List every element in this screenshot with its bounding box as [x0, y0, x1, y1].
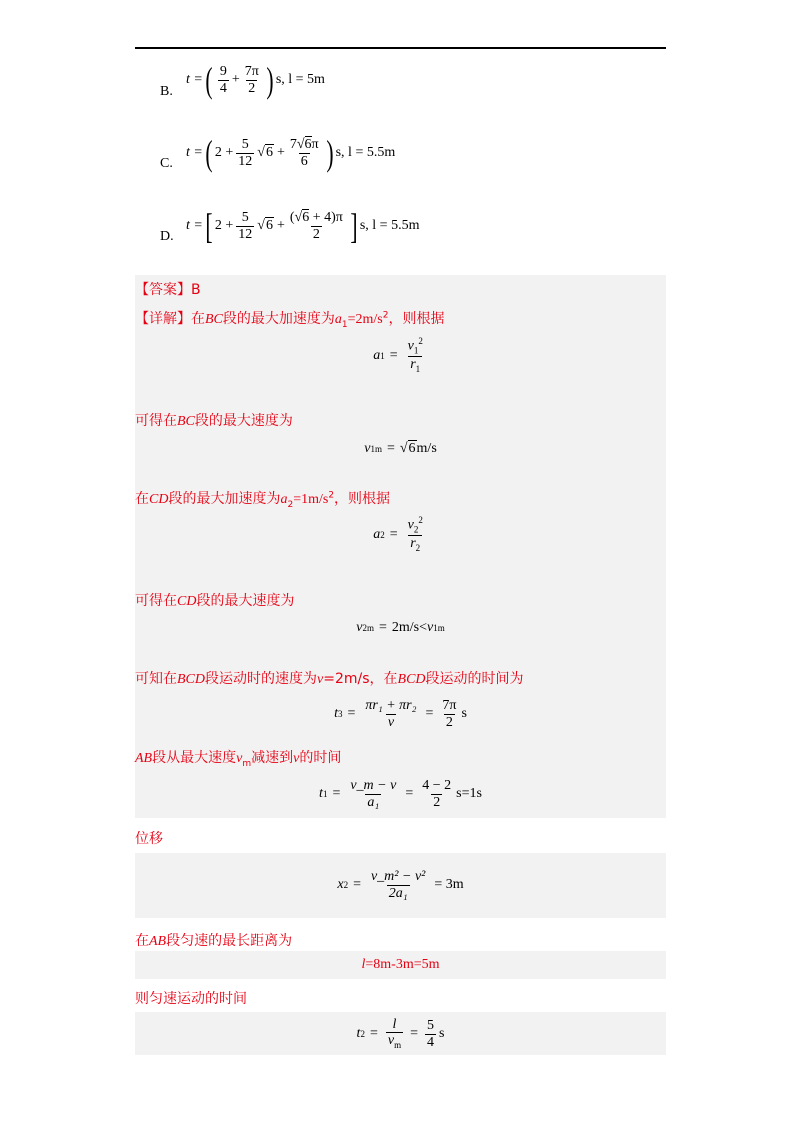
detail-line-7: 位移 [135, 831, 163, 847]
equation-4: v 2m = 2m/s< v 1m [356, 620, 445, 635]
detail-line-6: AB段从最大速度$v_m$减速到v的时间 [135, 750, 342, 769]
detail-line-5: 可知在BCD段运动时的速度为v=2m/s，在BCD段运动的时间为 [135, 671, 524, 687]
option-c-formula: t = ( 2 + $\frac{5}{12}$ √ 6 + $\frac{7√6\pi}{6}$ ) s, l = 5.5m [186, 133, 396, 173]
equation-3: a 2 = $\frac{v_2^2}{r_2}$ [373, 514, 423, 554]
equation-8: l =8m-3m=5m [361, 957, 440, 972]
option-d-label: D. [160, 229, 174, 244]
answer-line: 【答案】B [135, 282, 201, 298]
detail-line-4: 可得在CD段的最大速度为 [135, 593, 295, 609]
option-b-label: B. [160, 84, 173, 99]
option-b-formula: t = ( $\frac{9}{4}$ + $\frac{7\pi}{2}$ ) s, l = 5m [186, 60, 325, 100]
equation-9: t 2 = $\frac{l}{v_m}$ = $\frac{5}{4}$ s [356, 1016, 445, 1051]
detail-line-3: 在CD段的最大加速度为$a_2=1m/s^2$，则根据 [135, 490, 391, 510]
equation-6: t 1 = $\frac{v\_m - v}{\text{a₁}}$ = $\frac{4 - 2}{2}$ s=1s [319, 778, 482, 810]
detail-line-9: 则匀速运动的时间 [135, 991, 247, 1007]
option-d-formula: t = [ 2 + $\frac{5}{12}$ √ 6 + $\frac{(√6 + 4)\pi}{2}$ ] s, l = 5.5m [186, 206, 420, 246]
equation-7: x 2 = $\frac{\text{v\_m² − v²}}{\text{2a₁}}$ = 3m [337, 869, 464, 901]
equation-5: t 3 = $\frac{\text{πr₁ + πr₂}}{v}$ = $\frac{7\pi}{2}$ s [334, 698, 467, 730]
detail-line-2: 可得在BC段的最大速度为 [135, 413, 293, 429]
detail-line-1: 【详解】在BC段的最大加速度为$a_1=2m/s^2$，则根据 [135, 310, 445, 330]
detail-line-8: 在AB段匀速的最长距离为 [135, 933, 293, 949]
equation-2: v 1m = √ 6 m/s [364, 441, 437, 456]
header-rule [135, 47, 666, 49]
option-c-label: C. [160, 156, 173, 171]
equation-1: a 1 = $\frac{v_1^2}{r_1}$ [373, 335, 423, 375]
